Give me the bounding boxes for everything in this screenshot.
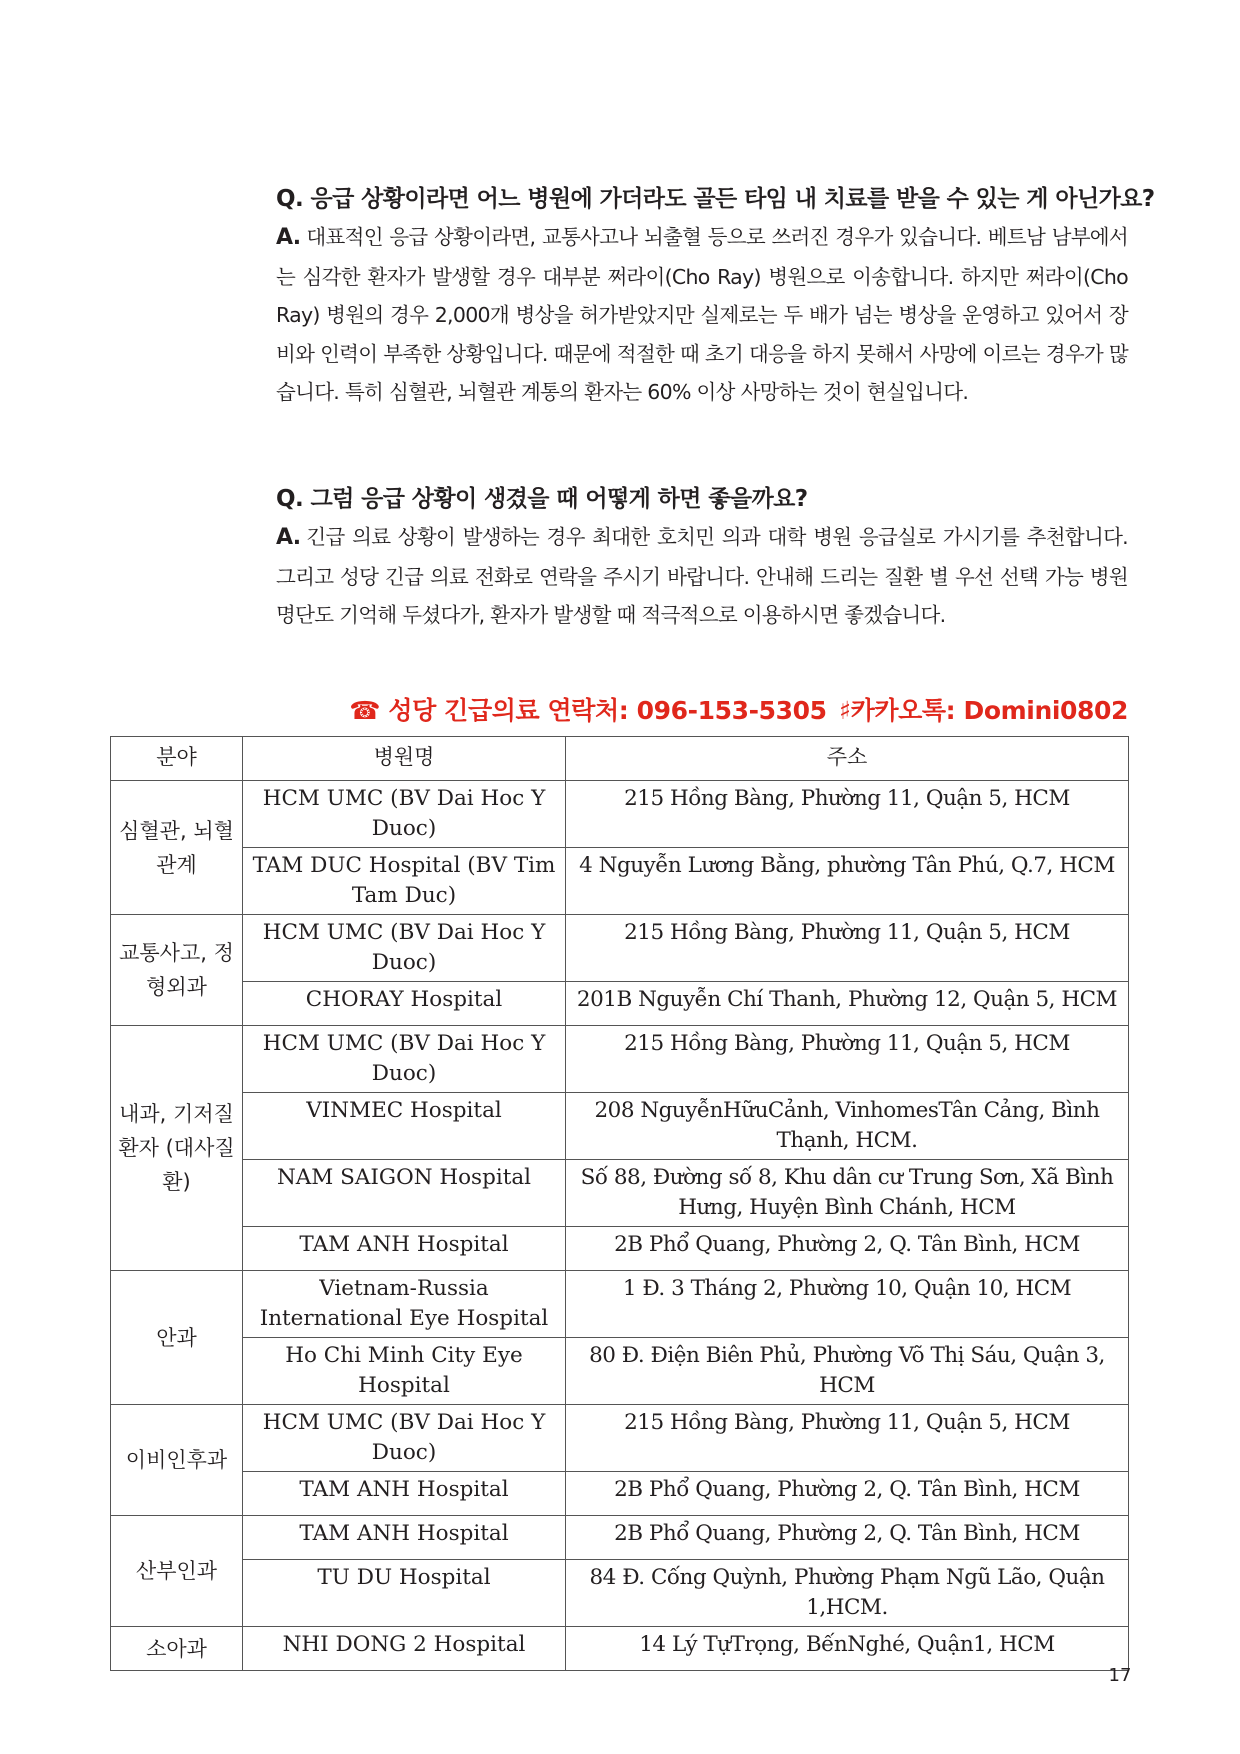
table-row xyxy=(111,982,1129,1026)
hospital-address: 215 Hồng Bàng, Phường 11, Quận 5, HCM xyxy=(566,915,1129,982)
hospital-name: HCM UMC (BV Dai Hoc Y Duoc) xyxy=(243,1405,566,1472)
hospital-address: 2B Phổ Quang, Phường 2, Q. Tân Bình, HCM xyxy=(566,1227,1129,1271)
question-1: Q. 응급 상황이라면 어느 병원에 가더라도 골든 타임 내 치료를 받을 수 있는 게 아닌가요? xyxy=(276,186,1155,212)
hospital-name: TAM ANH Hospital xyxy=(243,1227,566,1271)
table-row xyxy=(111,1560,1129,1627)
category-cell: 산부인과 xyxy=(111,1516,243,1627)
hospital-address: 215 Hồng Bàng, Phường 11, Quận 5, HCM xyxy=(566,781,1129,848)
kakao-contact: ♯카카오톡: Domini0802 xyxy=(838,696,1128,725)
hospital-address: 4 Nguyễn Lương Bằng, phường Tân Phú, Q.7, HCM xyxy=(566,848,1129,915)
category-cell: 이비인후과 xyxy=(111,1405,243,1516)
hospital-name: TAM ANH Hospital xyxy=(243,1516,566,1560)
hospital-address: 215 Hồng Bàng, Phường 11, Quận 5, HCM xyxy=(566,1405,1129,1472)
category-cell: 안과 xyxy=(111,1271,243,1405)
hospital-address: 80 Đ. Điện Biên Phủ, Phường Võ Thị Sáu, Quận 3, HCM xyxy=(566,1338,1129,1405)
hospital-name: Ho Chi Minh City Eye Hospital xyxy=(243,1338,566,1405)
header-hospital: 병원명 xyxy=(243,737,566,781)
category-cell: 소아과 xyxy=(111,1627,243,1671)
question-2: Q. 그럼 응급 상황이 생겼을 때 어떻게 하면 좋을까요? xyxy=(276,486,808,512)
hospital-name: TU DU Hospital xyxy=(243,1560,566,1627)
header-category: 분야 xyxy=(111,737,243,781)
emergency-contact xyxy=(300,691,1128,727)
qa-section-1 xyxy=(276,180,1155,412)
hospital-name: HCM UMC (BV Dai Hoc Y Duoc) xyxy=(243,781,566,848)
answer-1 xyxy=(276,218,1128,412)
table-row xyxy=(111,1160,1129,1227)
hospital-name: Vietnam-Russia International Eye Hospital xyxy=(243,1271,566,1338)
hospital-address: 2B Phổ Quang, Phường 2, Q. Tân Bình, HCM xyxy=(566,1472,1129,1516)
category-cell: 내과, 기저질환자 (대사질환) xyxy=(111,1026,243,1271)
qa-section-2 xyxy=(276,480,1128,635)
hospital-name: NHI DONG 2 Hospital xyxy=(243,1627,566,1671)
category-cell: 심혈관, 뇌혈관계 xyxy=(111,781,243,915)
phone-contact: ☎ 성당 긴급의료 연락처: 096-153-5305 xyxy=(349,696,827,725)
table-row xyxy=(111,1093,1129,1160)
table-row xyxy=(111,1627,1129,1671)
hospital-address: 201B Nguyễn Chí Thanh, Phường 12, Quận 5, HCM xyxy=(566,982,1129,1026)
hospital-name: HCM UMC (BV Dai Hoc Y Duoc) xyxy=(243,1026,566,1093)
answer-label: A. xyxy=(276,225,301,250)
hospital-name: VINMEC Hospital xyxy=(243,1093,566,1160)
answer-2 xyxy=(276,518,1128,635)
table-row xyxy=(111,1472,1129,1516)
hospital-name: TAM DUC Hospital (BV Tim Tam Duc) xyxy=(243,848,566,915)
table-row xyxy=(111,915,1129,982)
answer-text: 긴급 의료 상황이 발생하는 경우 최대한 호치민 의과 대학 병원 응급실로 가시기를 추천합니다. 그리고 성당 긴급 의료 전화로 연락을 주시기 바랍니다. 안내해 드리는 질환 별 우선 선택 가능 병원 명단도 기억해 두셨다가, 환자가 발생할 때 적극적으로 이용하시면 좋겠습니다. xyxy=(276,525,1128,627)
table-row xyxy=(111,1026,1129,1093)
table-row xyxy=(111,1338,1129,1405)
hospital-table xyxy=(110,736,1129,1671)
answer-label: A. xyxy=(276,525,301,550)
hospital-address: Số 88, Đường số 8, Khu dân cư Trung Sơn, Xã Bình Hưng, Huyện Bình Chánh, HCM xyxy=(566,1160,1129,1227)
header-address: 주소 xyxy=(566,737,1129,781)
hospital-address: 1 Đ. 3 Tháng 2, Phường 10, Quận 10, HCM xyxy=(566,1271,1129,1338)
table-header-row xyxy=(111,737,1129,781)
table-row xyxy=(111,1516,1129,1560)
answer-text: 대표적인 응급 상황이라면, 교통사고나 뇌출혈 등으로 쓰러진 경우가 있습니다. 베트남 남부에서는 심각한 환자가 발생할 경우 대부분 쩌라이(Cho Ray) 병원으로 이송합니다. 하지만 쩌라이(Cho Ray) 병원의 경우 2,000개 병상을 허가받았지만 실제로는 두 배가 넘는 병상을 운영하고 있어서 장비와 인력이 부족한 상황입니다. 때문에 적절한 때 초기 대응을 하지 못해서 사망에 이르는 경우가 많습니다. 특히 심혈관, 뇌혈관 계통의 환자는 60% 이상 사망하는 것이 현실입니다. xyxy=(276,225,1128,404)
hospital-address: 215 Hồng Bàng, Phường 11, Quận 5, HCM xyxy=(566,1026,1129,1093)
hospital-name: NAM SAIGON Hospital xyxy=(243,1160,566,1227)
hospital-address: 14 Lý TựTrọng, BếnNghé, Quận1, HCM xyxy=(566,1627,1129,1671)
hospital-name: HCM UMC (BV Dai Hoc Y Duoc) xyxy=(243,915,566,982)
table-row xyxy=(111,1227,1129,1271)
hospital-address: 208 NguyễnHữuCảnh, VinhomesTân Cảng, Bình Thạnh, HCM. xyxy=(566,1093,1129,1160)
table-row xyxy=(111,848,1129,915)
hospital-address: 2B Phổ Quang, Phường 2, Q. Tân Bình, HCM xyxy=(566,1516,1129,1560)
table-row xyxy=(111,1271,1129,1338)
page-number: 17 xyxy=(1108,1665,1132,1686)
table-row xyxy=(111,1405,1129,1472)
table-row xyxy=(111,781,1129,848)
hospital-address: 84 Đ. Cống Quỳnh, Phường Phạm Ngũ Lão, Quận 1,HCM. xyxy=(566,1560,1129,1627)
hospital-name: TAM ANH Hospital xyxy=(243,1472,566,1516)
hospital-name: CHORAY Hospital xyxy=(243,982,566,1026)
category-cell: 교통사고, 정형외과 xyxy=(111,915,243,1026)
